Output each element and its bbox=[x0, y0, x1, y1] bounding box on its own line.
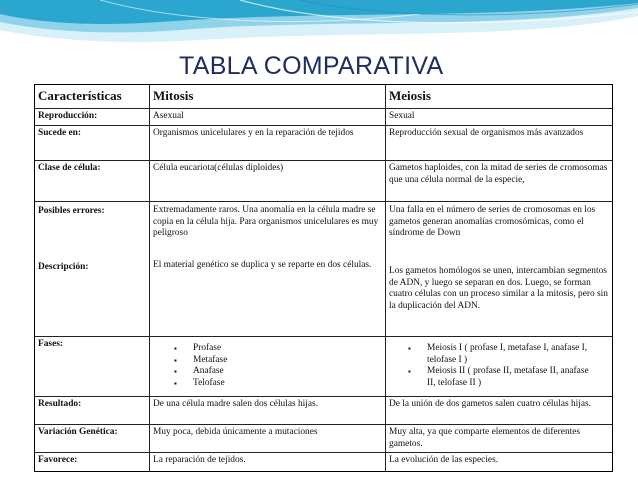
list-item: ▪ Metafase bbox=[174, 354, 228, 365]
row-label: Descripción: bbox=[38, 262, 89, 272]
list-item: ▪ Anafase bbox=[174, 366, 224, 377]
list-item: ▪ Profase bbox=[174, 343, 222, 353]
list-item: ▪ Meiosis II ( profase II, metafase II, anafase II, telofase II ) bbox=[408, 366, 589, 388]
row-label: Fases: bbox=[35, 337, 150, 397]
bullet-icon: ▪ bbox=[174, 355, 177, 365]
bullet-icon: ▪ bbox=[174, 344, 177, 353]
row-label: Posibles errores: bbox=[38, 206, 105, 216]
table-row bbox=[35, 125, 612, 161]
list-item: ▪ Meiosis I ( profase I, metafase I, anafase I, telofase I ) bbox=[408, 343, 588, 365]
row-label: Clase de célula: bbox=[35, 161, 150, 202]
bullet-icon: ▪ bbox=[174, 367, 177, 377]
table-header-row bbox=[35, 85, 612, 108]
mitosis-cell: La reparación de tejidos. bbox=[150, 453, 386, 472]
table-row bbox=[35, 160, 612, 202]
bullet-icon: ▪ bbox=[174, 378, 177, 388]
table-row bbox=[35, 201, 612, 337]
meiosis-cell: De la unión de dos gametos salen cuatro células hijas. bbox=[389, 399, 592, 409]
row-label: Reproducción: bbox=[35, 109, 150, 126]
meiosis-phase-list bbox=[408, 343, 598, 389]
mitosis-phases-cell bbox=[150, 337, 386, 397]
row-label: Variación Genética: bbox=[35, 425, 150, 453]
row-label-group bbox=[35, 202, 150, 337]
table-row bbox=[35, 336, 612, 397]
row-label: Resultado: bbox=[35, 397, 150, 425]
meiosis-cell-group bbox=[386, 202, 612, 337]
comparison-table bbox=[34, 84, 613, 472]
meiosis-cell: Sexual bbox=[389, 111, 415, 121]
meiosis-cell: Reproducción sexual de organismos más avanzados bbox=[389, 128, 584, 138]
header-mitosis: Mitosis bbox=[150, 85, 386, 108]
mitosis-cell: Organismos unicelulares y en la reparación de tejidos bbox=[150, 126, 386, 161]
bullet-icon: ▪ bbox=[408, 367, 411, 377]
mitosis-cell: Muy poca, debida únicamente a mutaciones bbox=[150, 425, 386, 453]
meiosis-cell: La evolución de las especies. bbox=[389, 455, 499, 465]
meiosis-phases-cell bbox=[386, 337, 612, 397]
meiosis-cell: Los gametos homólogos se unen, intercambian segmentos de ADN, y luego se separan en dos. Luego, se forman cuatro células con un proceso similar a la mitosis, pero sin la duplicación del ADN. bbox=[389, 266, 608, 311]
header-caracteristicas: Características bbox=[35, 85, 150, 108]
meiosis-cell: Muy alta, ya que comparte elementos de diferentes gametos. bbox=[389, 427, 581, 449]
mitosis-cell: Extremadamente raros. Una anomalía en la célula madre se copia en la célula hija. Para organismos unicelulares es muy peligroso bbox=[153, 205, 379, 239]
mitosis-phase-list bbox=[174, 343, 227, 389]
list-item: ▪ Telofase bbox=[174, 377, 225, 388]
table-row bbox=[35, 396, 612, 425]
table-row bbox=[35, 424, 612, 453]
mitosis-cell-group bbox=[150, 202, 386, 337]
header-meiosis: Meiosis bbox=[389, 88, 431, 103]
table-row bbox=[35, 108, 612, 126]
slide-title: TABLA COMPARATIVA bbox=[179, 52, 444, 80]
meiosis-cell: Gametos haploides, con la mitad de series de cromosomas que una célula normal de la especie, bbox=[389, 163, 608, 185]
mitosis-cell: El material genético se duplica y se reparte en dos células. bbox=[153, 260, 372, 270]
mitosis-cell: Célula eucariota(células diploides) bbox=[150, 161, 386, 202]
meiosis-cell: Una falla en el número de series de cromosomas en los gametos generan anomalías cromosómicas, como el síndrome de Down bbox=[389, 205, 596, 239]
table-row bbox=[35, 452, 612, 472]
bullet-icon: ▪ bbox=[408, 344, 411, 353]
mitosis-cell: Asexual bbox=[150, 109, 386, 126]
mitosis-cell: De una célula madre salen dos células hijas. bbox=[150, 397, 386, 425]
row-label: Favorece: bbox=[35, 453, 150, 472]
row-label: Sucede en: bbox=[35, 126, 150, 161]
